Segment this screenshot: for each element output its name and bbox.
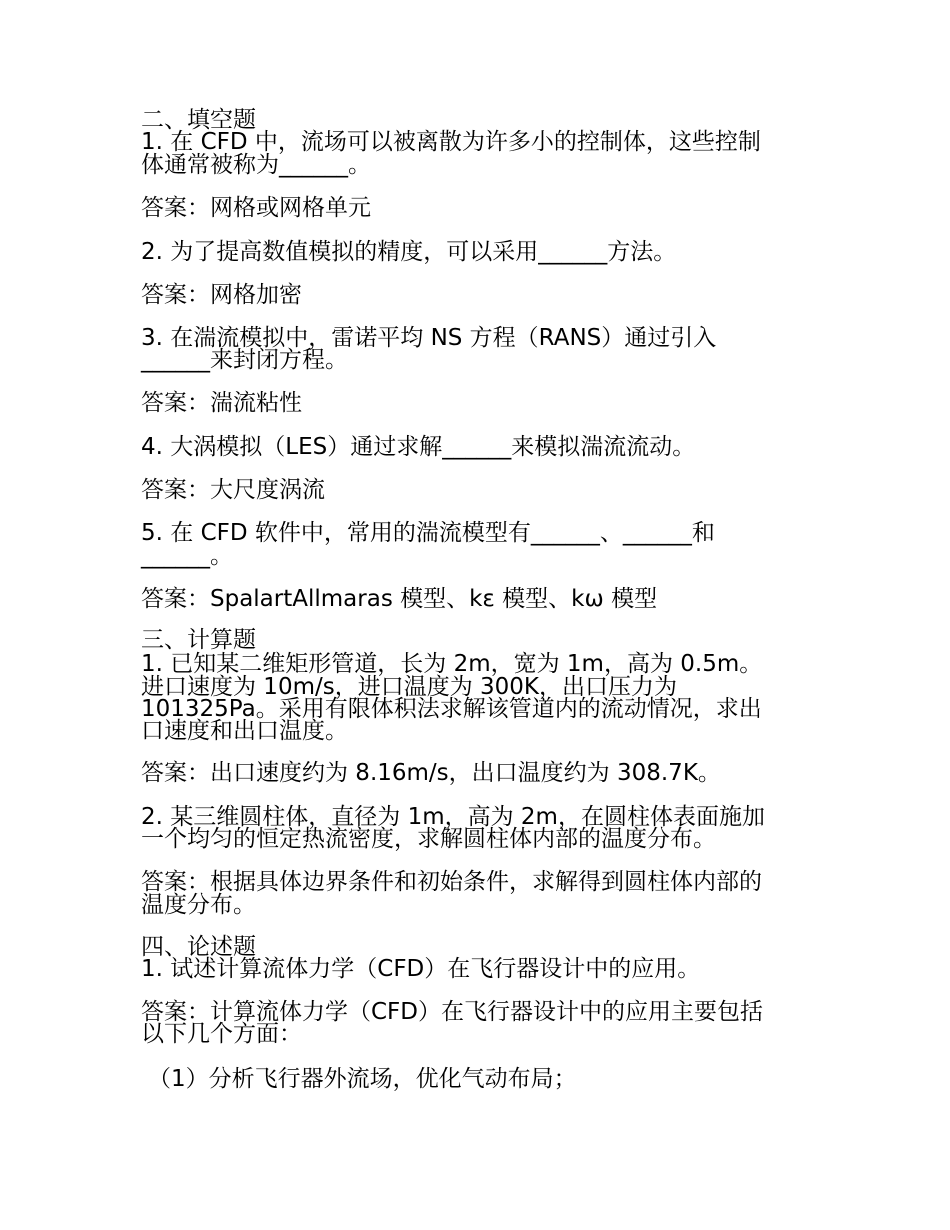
question-text: 101325Pa。采用有限体积法求解该管道内的流动情况，求出	[141, 696, 762, 722]
answer-text: 答案：出口速度约为 8.16m/s，出口温度约为 308.7K。	[141, 760, 721, 786]
question-text: ______。	[141, 543, 233, 569]
question-text: 进口速度为 10m/s，进口温度为 300K，出口压力为	[141, 674, 678, 700]
question-text: 体通常被称为______。	[141, 152, 371, 178]
answer-text: 答案：计算流体力学（CFD）在飞行器设计中的应用主要包括	[141, 999, 763, 1025]
section-heading-essay: 四、论述题	[141, 934, 256, 960]
answer-text: 答案：网格或网格单元	[141, 195, 371, 221]
question-text: 5. 在 CFD 软件中，常用的湍流模型有______、______和	[141, 520, 715, 546]
question-text: 口速度和出口温度。	[141, 718, 348, 744]
answer-text: 答案：网格加密	[141, 282, 302, 308]
answer-point: （1）分析飞行器外流场，优化气动布局；	[148, 1066, 577, 1092]
question-text: ______来封闭方程。	[141, 347, 348, 373]
question-text: 2. 为了提高数值模拟的精度，可以采用______方法。	[141, 239, 677, 265]
answer-text: 答案：SpalartAllmaras 模型、kε 模型、kω 模型	[141, 586, 658, 612]
question-text: 2. 某三维圆柱体，直径为 1m，高为 2m，在圆柱体表面施加	[141, 804, 765, 830]
question-text: 1. 试述计算流体力学（CFD）在飞行器设计中的应用。	[141, 956, 701, 982]
answer-text: 答案：湍流粘性	[141, 390, 302, 416]
question-text: 4. 大涡模拟（LES）通过求解______来模拟湍流流动。	[141, 434, 696, 460]
question-text: 1. 在 CFD 中，流场可以被离散为许多小的控制体，这些控制	[141, 129, 761, 155]
answer-text: 以下几个方面：	[141, 1021, 302, 1047]
section-heading-calculation: 三、计算题	[141, 627, 256, 653]
question-text: 1. 已知某二维矩形管道，长为 2m，宽为 1m，高为 0.5m。	[141, 651, 763, 677]
question-text: 3. 在湍流模拟中，雷诺平均 NS 方程（RANS）通过引入	[141, 325, 717, 351]
answer-text: 答案：根据具体边界条件和初始条件，求解得到圆柱体内部的	[141, 869, 762, 895]
answer-text: 温度分布。	[141, 892, 256, 918]
answer-text: 答案：大尺度涡流	[141, 477, 325, 503]
section-heading-fill-blank: 二、填空题	[141, 107, 256, 133]
question-text: 一个均匀的恒定热流密度，求解圆柱体内部的温度分布。	[141, 826, 716, 852]
